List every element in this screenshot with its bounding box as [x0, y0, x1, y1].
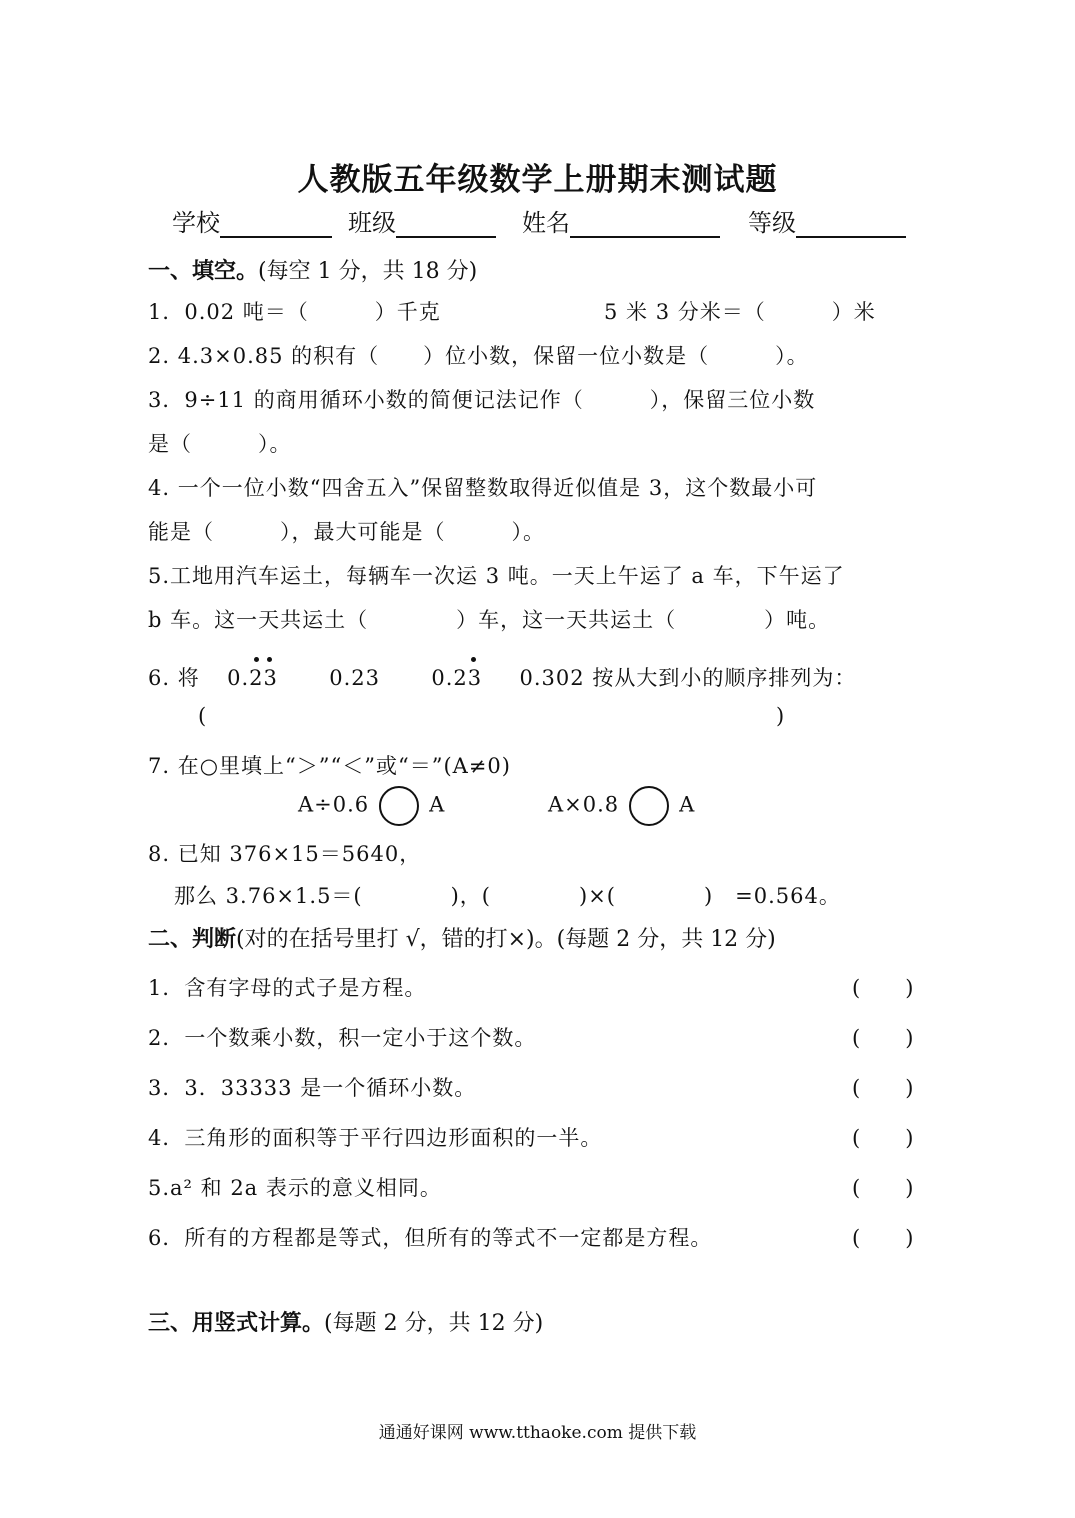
compare-circle	[379, 786, 419, 826]
section2-note: (对的在括号里打 √，错的打×)。(每题 2 分，共 12 分)	[236, 927, 776, 952]
judge-brackets-2[interactable]: ( )	[852, 1026, 915, 1050]
judge-item-4: 4．三角形的面积等于平行四边形面积的一半。	[148, 1126, 603, 1150]
q6-number-3	[431, 666, 482, 690]
q3-line1: 3．9÷11 的商用循环小数的简便记法记作（ ），保留三位小数	[148, 388, 816, 412]
q6-close-paren: )	[776, 704, 786, 728]
judge-item-1: 1．含有字母的式子是方程。	[148, 976, 427, 1000]
info-school	[172, 203, 332, 238]
class-blank	[396, 208, 496, 238]
repeat-dot	[471, 657, 476, 662]
section2-title: 二、判断	[148, 926, 237, 952]
q4-line2: 能是（ ），最大可能是（ ）。	[148, 520, 545, 544]
q6-line	[148, 662, 856, 692]
q6-n1-text: 0.23	[227, 666, 278, 690]
section3-title: 三、用竖式计算。	[148, 1310, 325, 1336]
q7-compare-right	[548, 786, 695, 826]
q1-b: 5 米 3 分米＝（ ）米	[604, 300, 876, 324]
info-name	[522, 203, 720, 238]
q7-right-expr: A×0.8	[548, 792, 620, 817]
grade-label: 等级	[748, 209, 796, 237]
section1-title: 一、填空。	[148, 258, 259, 284]
section3-heading	[148, 1306, 543, 1337]
judge-item-3: 3．3．33333 是一个循环小数。	[148, 1076, 477, 1100]
q6-open-paren: (	[198, 704, 208, 728]
judge-brackets-5[interactable]: ( )	[852, 1176, 915, 1200]
judge-item-2: 2．一个数乘小数，积一定小于这个数。	[148, 1026, 537, 1050]
q1-a: 1．0.02 吨＝（ ）千克	[148, 300, 441, 324]
q8-line1: 8. 已知 376×15＝5640，	[148, 842, 422, 866]
q6-number-1	[227, 666, 278, 690]
q8-line2: 那么 3.76×1.5＝( )，( )×( ) =0.564。	[174, 884, 841, 908]
q2: 2. 4.3×0.85 的积有（ ）位小数，保留一位小数是（ ）。	[148, 344, 809, 368]
judge-brackets-6[interactable]: ( )	[852, 1226, 915, 1250]
school-blank	[220, 208, 332, 238]
q6-n3-text: 0.23	[431, 666, 483, 690]
info-grade	[748, 203, 906, 238]
judge-item-5: 5.a² 和 2a 表示的意义相同。	[148, 1176, 442, 1200]
q7-left-a: A	[429, 792, 446, 817]
info-class	[348, 203, 496, 238]
grade-blank	[796, 208, 906, 238]
repeat-dot	[267, 657, 272, 662]
q5-line1: 5.工地用汽车运土，每辆车一次运 3 吨。一天上午运了 a 车，下午运了	[148, 564, 845, 588]
q3-line2: 是（ ）。	[148, 432, 292, 456]
q5-line2: b 车。这一天共运土（ ）车，这一天共运土（ ）吨。	[148, 608, 831, 632]
compare-circle	[629, 786, 669, 826]
q7-line1: 7. 在○里填上“＞”“＜”或“＝”(A≠0)	[148, 754, 511, 778]
q6-number-4: 0.302	[519, 666, 585, 690]
judge-brackets-1[interactable]: ( )	[852, 976, 915, 1000]
footer-source: 通通好课网 www.tthaoke.com 提供下载	[378, 1423, 697, 1443]
section1-note: (每空 1 分，共 18 分)	[258, 259, 478, 284]
section1-heading	[148, 254, 477, 285]
q7-left-expr: A÷0.6	[298, 792, 370, 817]
repeat-dot	[254, 657, 259, 662]
q7-compare-left	[298, 786, 445, 826]
name-label: 姓名	[522, 209, 570, 237]
name-blank	[570, 208, 720, 238]
section3-note: (每题 2 分，共 12 分)	[324, 1311, 544, 1336]
judge-brackets-3[interactable]: ( )	[852, 1076, 915, 1100]
school-label: 学校	[172, 209, 220, 237]
page-title: 人教版五年级数学上册期末测试题	[297, 162, 778, 198]
class-label: 班级	[348, 209, 396, 237]
q7-right-a: A	[679, 792, 696, 817]
q6-number-2: 0.23	[329, 666, 380, 690]
section2-heading	[148, 922, 776, 953]
q4-line1: 4. 一个一位小数“四舍五入”保留整数取得近似值是 3，这个数最小可	[148, 476, 818, 500]
judge-brackets-4[interactable]: ( )	[852, 1126, 915, 1150]
judge-item-6: 6．所有的方程都是等式，但所有的等式不一定都是方程。	[148, 1226, 713, 1250]
q6-suffix: 按从大到小的顺序排列为：	[592, 666, 857, 690]
q6-prefix: 6. 将	[148, 666, 200, 690]
